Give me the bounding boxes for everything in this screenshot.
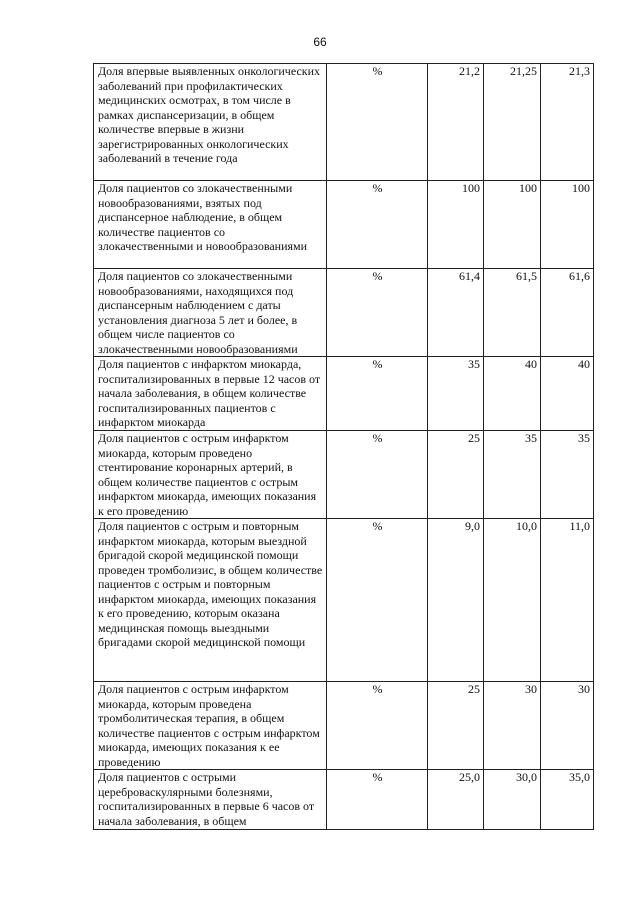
- indicator-unit: %: [327, 519, 428, 682]
- indicator-value-3: 100: [541, 181, 594, 269]
- table-row: [94, 357, 594, 431]
- indicator-value-2: 10,0: [484, 519, 541, 682]
- indicator-description: Доля пациентов с инфарктом миокарда, госпитализированных в первые 12 часов от начала заболевания, в общем количестве госпитализированных пациентов с инфарктом миокарда: [94, 357, 327, 431]
- indicator-description: Доля пациентов с острым и повторным инфарктом миокарда, которым выездной бригадой скорой медицинской помощи проведен тромболизис, в общем количестве пациентов с острым и повторным инфарктом миокарда, имеющих показания к его проведению, которым оказана медицинская помощь выездными бригадами скорой медицинской помощи: [94, 519, 327, 682]
- indicator-value-1: 100: [428, 181, 484, 269]
- indicator-unit: %: [327, 682, 428, 770]
- indicator-unit: %: [327, 357, 428, 431]
- table-row: [94, 431, 594, 519]
- indicator-value-3: 61,6: [541, 269, 594, 357]
- indicator-value-1: 25,0: [428, 770, 484, 830]
- table-row: [94, 181, 594, 269]
- indicator-value-3: 30: [541, 682, 594, 770]
- indicator-value-1: 61,4: [428, 269, 484, 357]
- indicator-value-2: 61,5: [484, 269, 541, 357]
- table-row: [94, 770, 594, 830]
- indicator-description: Доля пациентов с острыми цереброваскулярными болезнями, госпитализированных в первые 6 часов от начала заболевания, в общем: [94, 770, 327, 830]
- table-row: [94, 682, 594, 770]
- table-row: [94, 269, 594, 357]
- indicator-value-1: 25: [428, 431, 484, 519]
- indicator-value-2: 21,25: [484, 64, 541, 181]
- indicator-value-3: 40: [541, 357, 594, 431]
- indicator-value-1: 21,2: [428, 64, 484, 181]
- indicator-description: Доля пациентов с острым инфарктом миокарда, которым проведена тромболитическая терапия, в общем количестве пациентов с острым инфарктом миокарда, имеющих показания к ее проведению: [94, 682, 327, 770]
- indicator-value-2: 35: [484, 431, 541, 519]
- indicator-value-3: 35: [541, 431, 594, 519]
- indicator-value-1: 25: [428, 682, 484, 770]
- page-number: 66: [313, 35, 327, 49]
- table-row: [94, 519, 594, 682]
- indicator-description: Доля пациентов со злокачественными новообразованиями, взятых под диспансерное наблюдение, в общем количестве пациентов со злокачественными и новообразованиями: [94, 181, 327, 269]
- indicator-value-2: 30: [484, 682, 541, 770]
- indicator-unit: %: [327, 269, 428, 357]
- indicator-description: Доля пациентов с острым инфарктом миокарда, которым проведено стентирование коронарных артерий, в общем количестве пациентов с острым инфарктом миокарда, имеющих показания к его проведению: [94, 431, 327, 519]
- indicator-description: Доля впервые выявленных онкологических заболеваний при профилактических медицинских осмотрах, в том числе в рамках диспансеризации, в общем количестве впервые в жизни зарегистрированных онкологических заболеваний в течение года: [94, 64, 327, 181]
- table-row: [94, 64, 594, 181]
- indicator-value-2: 100: [484, 181, 541, 269]
- indicator-value-3: 11,0: [541, 519, 594, 682]
- indicator-unit: %: [327, 64, 428, 181]
- indicator-value-2: 30,0: [484, 770, 541, 830]
- indicator-unit: %: [327, 770, 428, 830]
- indicator-unit: %: [327, 431, 428, 519]
- indicator-description: Доля пациентов со злокачественными новообразованиями, находящихся под диспансерным наблюдением с даты установления диагноза 5 лет и более, в общем числе пациентов со злокачественными новообразованиями: [94, 269, 327, 357]
- indicator-value-1: 35: [428, 357, 484, 431]
- indicator-table: [93, 63, 594, 830]
- indicator-value-2: 40: [484, 357, 541, 431]
- indicator-value-3: 35,0: [541, 770, 594, 830]
- indicator-unit: %: [327, 181, 428, 269]
- indicator-value-3: 21,3: [541, 64, 594, 181]
- indicator-value-1: 9,0: [428, 519, 484, 682]
